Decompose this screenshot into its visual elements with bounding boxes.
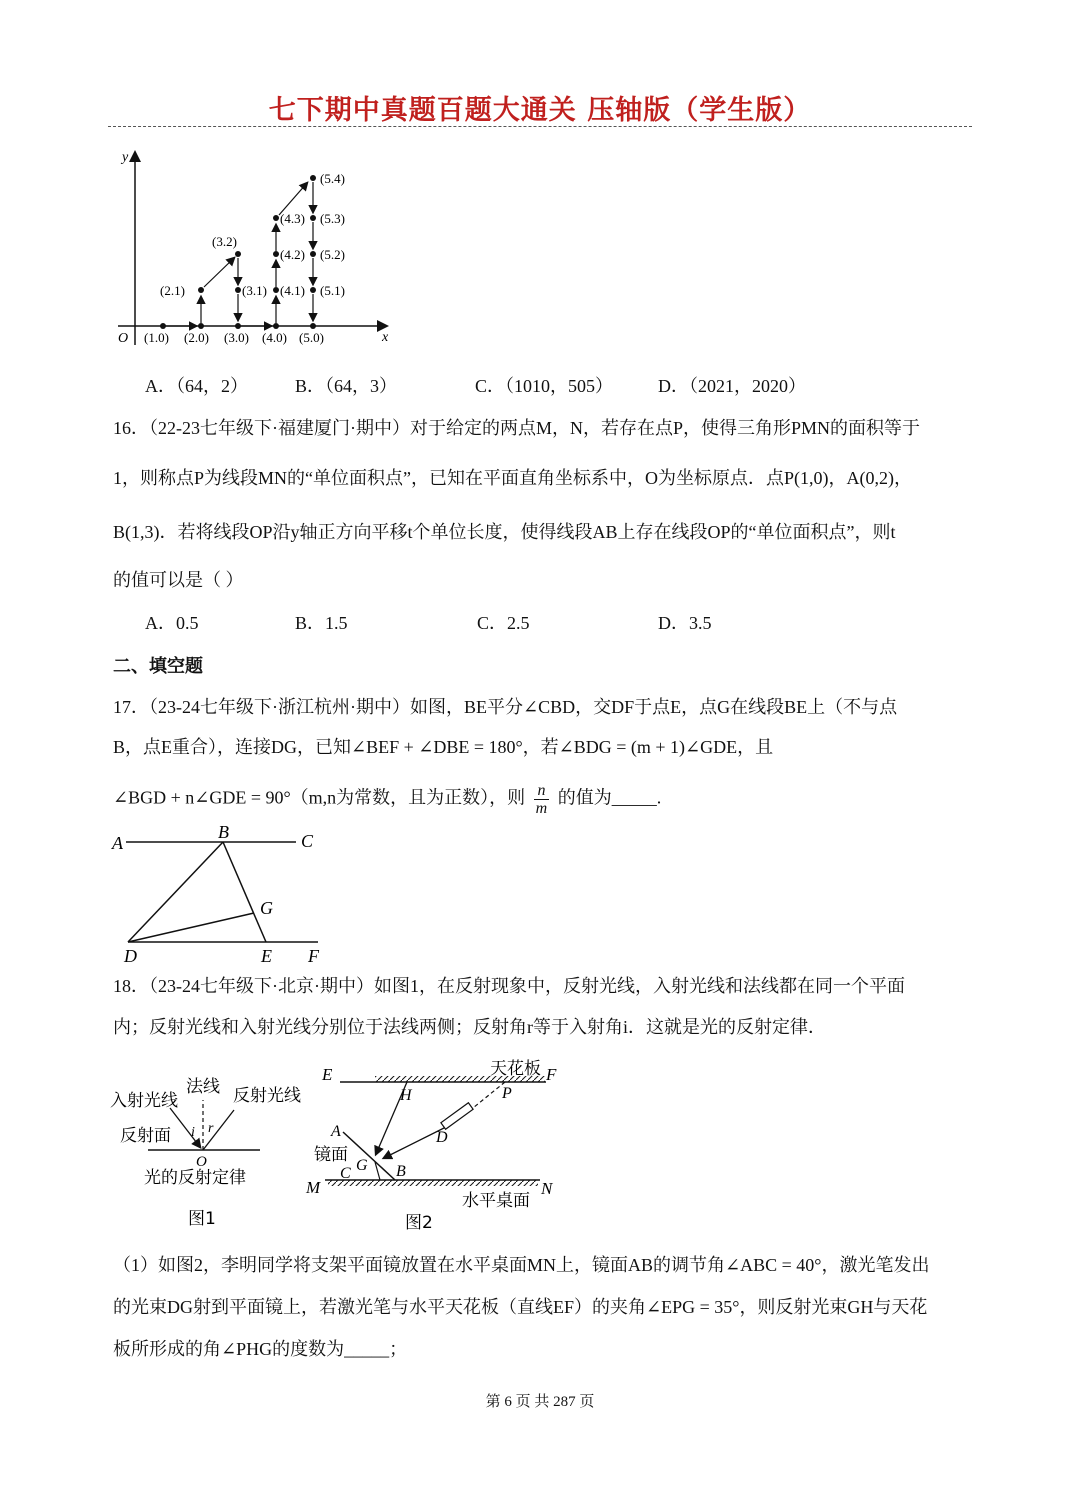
label-c2: C — [340, 1165, 351, 1182]
label-n: N — [541, 1179, 553, 1198]
q17-line-2: B，点E重合），连接DG，已知∠BEF + ∠DBE = 180°，若∠BDG = (m + 1)∠GDE，且 — [113, 737, 774, 757]
label-5-2: (5.2) — [320, 247, 345, 262]
label-ceiling: 天花板 — [490, 1059, 541, 1079]
label-mirror: 镜面 — [314, 1145, 348, 1165]
point-5-3 — [310, 215, 316, 221]
label-a2: A — [331, 1123, 341, 1140]
label-law: 光的反射定律 — [144, 1168, 246, 1188]
q16-option-d: D．3.5 — [658, 613, 712, 633]
label-r: r — [208, 1121, 214, 1136]
label-b: B — [218, 822, 229, 842]
q16-line-3: B(1,3)．若将线段OP沿y轴正方向平移t个单位长度，使得线段AB上存在线段OP的“单位面积点”，则t — [113, 522, 896, 542]
point-1-0 — [160, 323, 166, 329]
x-label-4: (4.0) — [262, 330, 287, 345]
label-o: O — [196, 1154, 207, 1170]
label-f: F — [308, 946, 319, 966]
label-g: G — [260, 898, 273, 918]
label-e: E — [261, 946, 272, 966]
q15-option-c: C．（1010，505） — [475, 376, 614, 396]
label-f2: F — [546, 1065, 557, 1084]
q16-options — [145, 609, 945, 637]
x-label-3: (3.0) — [224, 330, 249, 345]
point-3-2 — [235, 251, 241, 257]
label-5-3: (5.3) — [320, 211, 345, 226]
page-number: 第 6 页 共 287 页 — [485, 1394, 595, 1410]
point-5-0 — [310, 323, 316, 329]
q16-line-4: 的值可以是（ ） — [113, 570, 244, 590]
q17-line-3-text: ∠BGD + n∠GDE = 90°（m,n为常数，且为正数），则 — [113, 787, 526, 808]
q17-line-1: 17．（23-24七年级下·浙江杭州·期中）如图，BE平分∠CBD，交DF于点E，点G在线段BE上（不与点 — [113, 697, 898, 717]
label-d: D — [124, 946, 137, 966]
label-4-1: (4.1) — [280, 283, 305, 298]
q17-fraction-numerator: n — [534, 782, 550, 800]
q18-sub1-line-3: 板所形成的角∠PHG的度数为_____； — [113, 1339, 408, 1359]
label-p: P — [502, 1085, 512, 1102]
segment-be — [223, 842, 266, 942]
label-i: i — [191, 1125, 195, 1140]
mirror-laser-figure — [300, 1050, 590, 1240]
label-5-4: (5.4) — [320, 171, 345, 186]
reflection-law-figure — [108, 1068, 323, 1238]
laser-extension — [468, 1082, 505, 1112]
point-5-1 — [310, 287, 316, 293]
coordinate-path-figure — [108, 145, 408, 355]
q16-line-1: 16．（22-23七年级下·福建厦门·期中）对于给定的两点M，N，若存在点P，使得三角形PMN的面积等于 — [113, 418, 921, 438]
label-3-2: (3.2) — [212, 234, 237, 249]
q18-line-1: 18．（23-24七年级下·北京·期中）如图1，在反射现象中，反射光线，入射光线和法线都在同一个平面 — [113, 976, 905, 996]
label-e2: E — [322, 1065, 333, 1084]
q18-sub1-line-2: 的光束DG射到平面镜上，若激光笔与水平天花板（直线EF）的夹角∠EPG = 35°，则反射光束GH与天花 — [113, 1297, 928, 1317]
figure-2-caption: 图2 — [405, 1213, 433, 1233]
q15-option-a: A．（64，2） — [145, 376, 248, 396]
point-5-4 — [310, 175, 316, 181]
q17-geometry-figure — [108, 822, 348, 970]
x-label-2: (2.0) — [184, 330, 209, 345]
x-axis-label: x — [382, 330, 389, 345]
point-2-0 — [198, 323, 204, 329]
label-c: C — [301, 831, 314, 851]
figure-1-caption: 图1 — [188, 1209, 216, 1229]
origin-label: O — [118, 331, 129, 346]
point-4-2 — [273, 251, 279, 257]
label-4-3: (4.3) — [280, 211, 305, 226]
label-incident: 入射光线 — [110, 1091, 178, 1111]
point-2-1 — [198, 287, 204, 293]
label-h: H — [400, 1087, 412, 1104]
label-5-1: (5.1) — [320, 283, 345, 298]
incident-ray — [170, 1108, 200, 1147]
label-normal: 法线 — [186, 1077, 220, 1097]
page-header-title: 七下期中真题百题大通关 压轴版（学生版） — [268, 95, 812, 126]
laser-pen — [441, 1103, 473, 1129]
label-a: A — [112, 833, 123, 853]
q16-option-b: B．1.5 — [295, 613, 348, 633]
y-axis-label: y — [122, 150, 129, 165]
label-4-2: (4.2) — [280, 247, 305, 262]
q18-line-2: 内；反射光线和入射光线分别位于法线两侧；反射角r等于入射角i．这就是光的反射定律． — [113, 1017, 826, 1037]
point-4-1 — [273, 287, 279, 293]
label-reflected: 反射光线 — [233, 1086, 301, 1106]
label-surface: 反射面 — [120, 1126, 171, 1146]
point-5-2 — [310, 251, 316, 257]
label-3-1: (3.1) — [242, 283, 267, 298]
q17-fraction — [534, 782, 550, 817]
q16-option-c: C．2.5 — [477, 613, 530, 633]
point-3-1 — [235, 287, 241, 293]
label-d2: D — [436, 1129, 448, 1146]
label-2-1: (2.1) — [160, 283, 185, 298]
q17-line-3 — [113, 782, 661, 817]
q16-line-2: 1，则称点P为线段MN的“单位面积点”，已知在平面直角坐标系中，O为坐标原点．点P(1,0)，A(0,2)， — [113, 468, 912, 488]
q17-answer-blank: 的值为_____. — [557, 787, 662, 808]
point-4-0 — [273, 323, 279, 329]
q15-option-b: B．（64，3） — [295, 376, 398, 396]
label-b2: B — [396, 1163, 406, 1180]
q15-options — [145, 372, 945, 400]
q18-sub1-line-1: （1）如图2，李明同学将支架平面镜放置在水平桌面MN上，镜面AB的调节角∠ABC = 40°，激光笔发出 — [113, 1255, 930, 1275]
q17-fraction-denominator: m — [535, 800, 548, 817]
q15-option-d: D．（2021，2020） — [658, 376, 806, 396]
segment-dg — [128, 913, 254, 942]
q16-option-a: A．0.5 — [145, 613, 199, 633]
x-label-5: (5.0) — [299, 330, 324, 345]
segment-bd — [128, 842, 223, 942]
point-3-0 — [235, 323, 241, 329]
x-label-1: (1.0) — [144, 330, 169, 345]
label-m: M — [306, 1178, 321, 1197]
label-g2: G — [356, 1157, 368, 1174]
section-heading-fill-blank: 二、填空题 — [113, 656, 203, 677]
point-4-3 — [273, 215, 279, 221]
label-table: 水平桌面 — [462, 1191, 530, 1211]
header-divider — [108, 126, 972, 127]
